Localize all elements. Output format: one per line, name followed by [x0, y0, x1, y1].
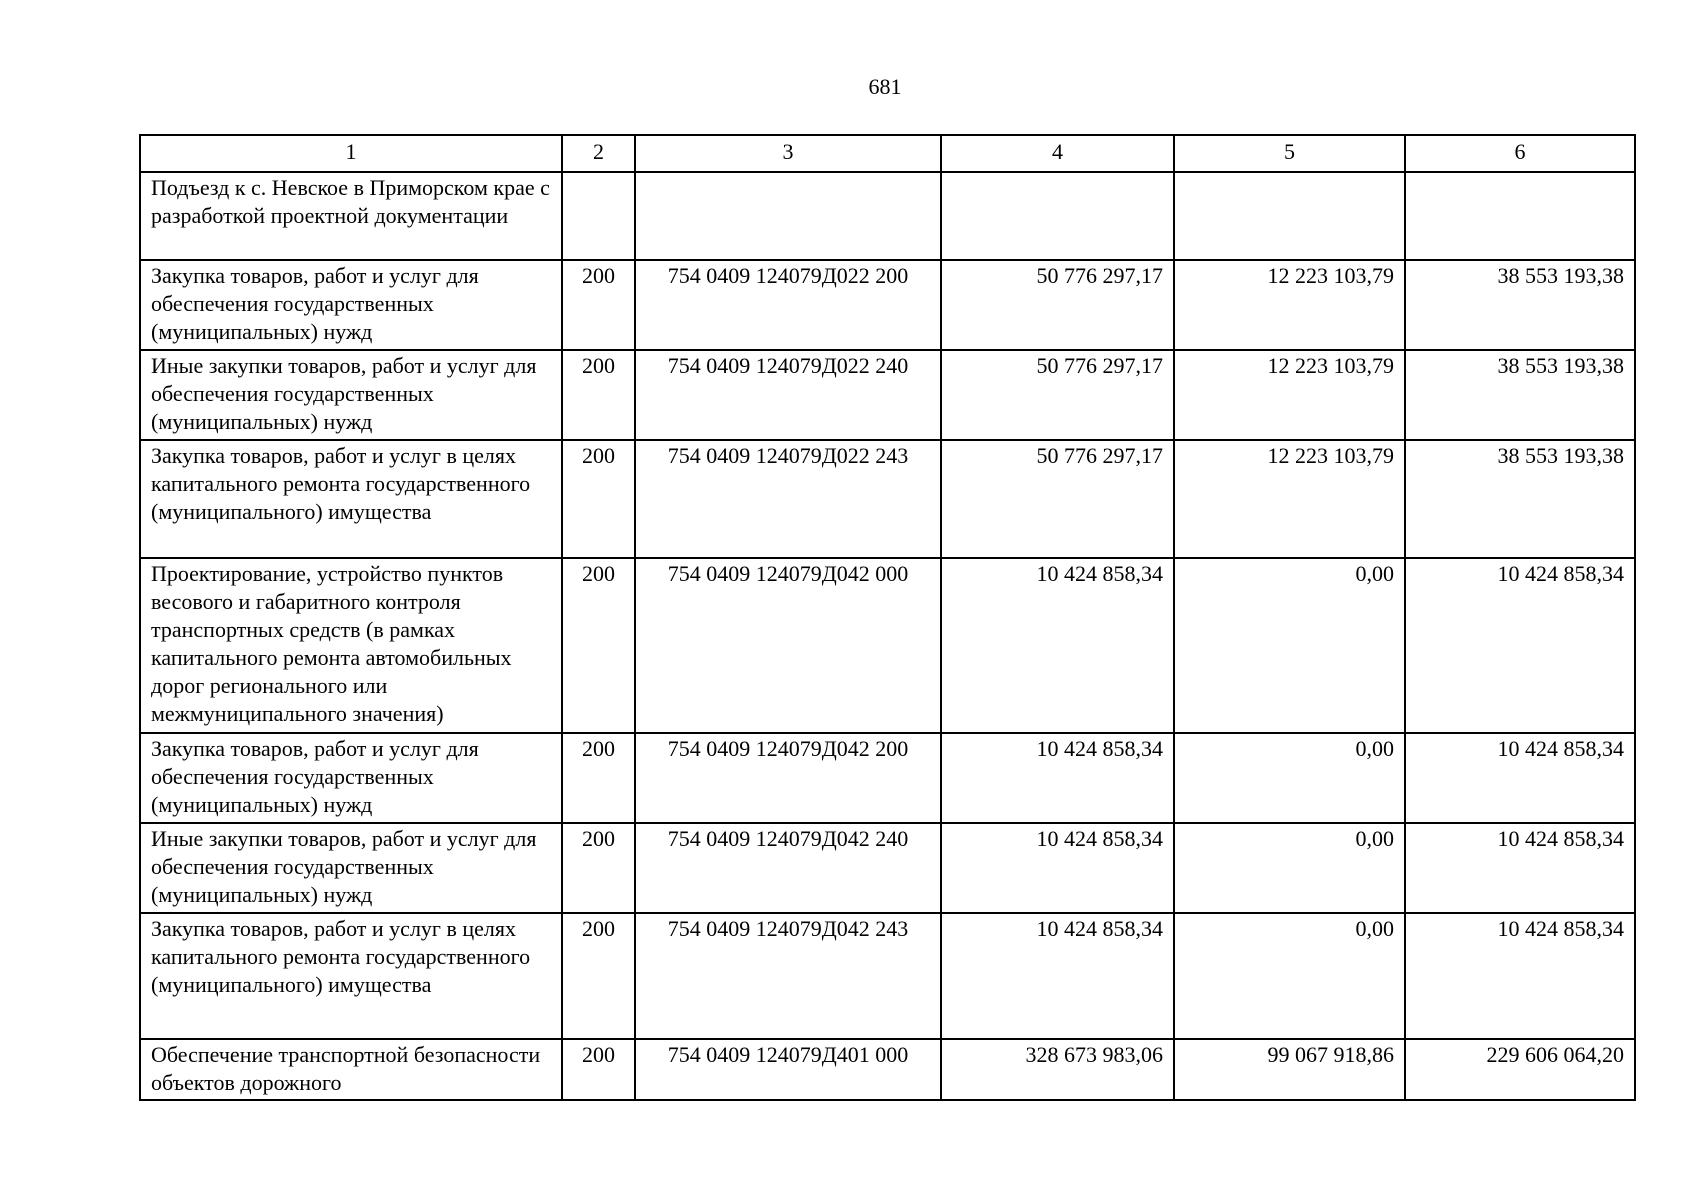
row-name-cell: Закупка товаров, работ и услуг в целях капитального ремонта государственного (муниципального) имущества: [140, 913, 562, 1039]
row-column-2-cell: [562, 172, 635, 260]
row-code-cell: 754 0409 124079Д042 240: [635, 823, 941, 913]
row-value-5-cell: 12 223 103,79: [1174, 260, 1405, 350]
row-value-5-cell: 12 223 103,79: [1174, 440, 1405, 558]
row-name-cell: Закупка товаров, работ и услуг в целях капитального ремонта государственного (муниципального) имущества: [140, 440, 562, 558]
table-row: [140, 823, 1635, 913]
row-name-cell: Подъезд к с. Невское в Приморском крае с разработкой проектной документации: [140, 172, 562, 260]
row-value-6-cell: 38 553 193,38: [1405, 350, 1635, 440]
table-row: [140, 260, 1635, 350]
column-header-1: 1: [140, 135, 562, 172]
row-value-4-cell: 328 673 983,06: [941, 1039, 1174, 1100]
row-code-cell: 754 0409 124079Д022 200: [635, 260, 941, 350]
row-code-cell: [635, 172, 941, 260]
row-column-2-cell: 200: [562, 823, 635, 913]
row-value-5-cell: 0,00: [1174, 913, 1405, 1039]
row-value-5-cell: 0,00: [1174, 558, 1405, 733]
table-row: [140, 440, 1635, 558]
row-value-6-cell: 229 606 064,20: [1405, 1039, 1635, 1100]
row-value-5-cell: 99 067 918,86: [1174, 1039, 1405, 1100]
page-number: 681: [868, 74, 902, 99]
row-value-5-cell: 0,00: [1174, 823, 1405, 913]
row-value-4-cell: 10 424 858,34: [941, 733, 1174, 823]
row-name-cell: Иные закупки товаров, работ и услуг для обеспечения государственных (муниципальных) нужд: [140, 823, 562, 913]
row-code-cell: 754 0409 124079Д401 000: [635, 1039, 941, 1100]
row-name-cell: Обеспечение транспортной безопасности объектов дорожного: [140, 1039, 562, 1100]
table-row: [140, 558, 1635, 733]
column-header-3: 3: [635, 135, 941, 172]
row-code-cell: 754 0409 124079Д042 200: [635, 733, 941, 823]
column-header-5: 5: [1174, 135, 1405, 172]
table-row: [140, 350, 1635, 440]
row-value-4-cell: [941, 172, 1174, 260]
row-name-cell: Закупка товаров, работ и услуг для обеспечения государственных (муниципальных) нужд: [140, 260, 562, 350]
row-name-cell: Проектирование, устройство пунктов весового и габаритного контроля транспортных средств (в рамках капитального ремонта автомобильных дорог регионального или межмуниципального значения): [140, 558, 562, 733]
row-value-5-cell: [1174, 172, 1405, 260]
row-code-cell: 754 0409 124079Д042 000: [635, 558, 941, 733]
row-name-cell: Закупка товаров, работ и услуг для обеспечения государственных (муниципальных) нужд: [140, 733, 562, 823]
row-value-6-cell: 10 424 858,34: [1405, 733, 1635, 823]
row-value-6-cell: 10 424 858,34: [1405, 558, 1635, 733]
row-value-4-cell: 10 424 858,34: [941, 823, 1174, 913]
row-value-4-cell: 50 776 297,17: [941, 440, 1174, 558]
row-column-2-cell: 200: [562, 440, 635, 558]
table-row: [140, 913, 1635, 1039]
row-value-4-cell: 50 776 297,17: [941, 260, 1174, 350]
row-column-2-cell: 200: [562, 733, 635, 823]
row-value-6-cell: 10 424 858,34: [1405, 913, 1635, 1039]
row-value-4-cell: 50 776 297,17: [941, 350, 1174, 440]
table-row: [140, 1039, 1635, 1100]
column-header-2: 2: [562, 135, 635, 172]
row-value-4-cell: 10 424 858,34: [941, 913, 1174, 1039]
header-row: [140, 135, 1635, 172]
budget-table: [139, 134, 1636, 1101]
column-header-4: 4: [941, 135, 1174, 172]
table-row: [140, 733, 1635, 823]
row-value-5-cell: 0,00: [1174, 733, 1405, 823]
row-name-cell: Иные закупки товаров, работ и услуг для обеспечения государственных (муниципальных) нужд: [140, 350, 562, 440]
row-value-6-cell: 38 553 193,38: [1405, 440, 1635, 558]
row-column-2-cell: 200: [562, 350, 635, 440]
row-value-6-cell: 38 553 193,38: [1405, 260, 1635, 350]
row-value-6-cell: [1405, 172, 1635, 260]
row-column-2-cell: 200: [562, 913, 635, 1039]
row-column-2-cell: 200: [562, 558, 635, 733]
row-code-cell: 754 0409 124079Д042 243: [635, 913, 941, 1039]
row-column-2-cell: 200: [562, 1039, 635, 1100]
column-header-6: 6: [1405, 135, 1635, 172]
row-code-cell: 754 0409 124079Д022 240: [635, 350, 941, 440]
row-value-5-cell: 12 223 103,79: [1174, 350, 1405, 440]
table-row: [140, 172, 1635, 260]
row-value-4-cell: 10 424 858,34: [941, 558, 1174, 733]
row-code-cell: 754 0409 124079Д022 243: [635, 440, 941, 558]
row-value-6-cell: 10 424 858,34: [1405, 823, 1635, 913]
row-column-2-cell: 200: [562, 260, 635, 350]
